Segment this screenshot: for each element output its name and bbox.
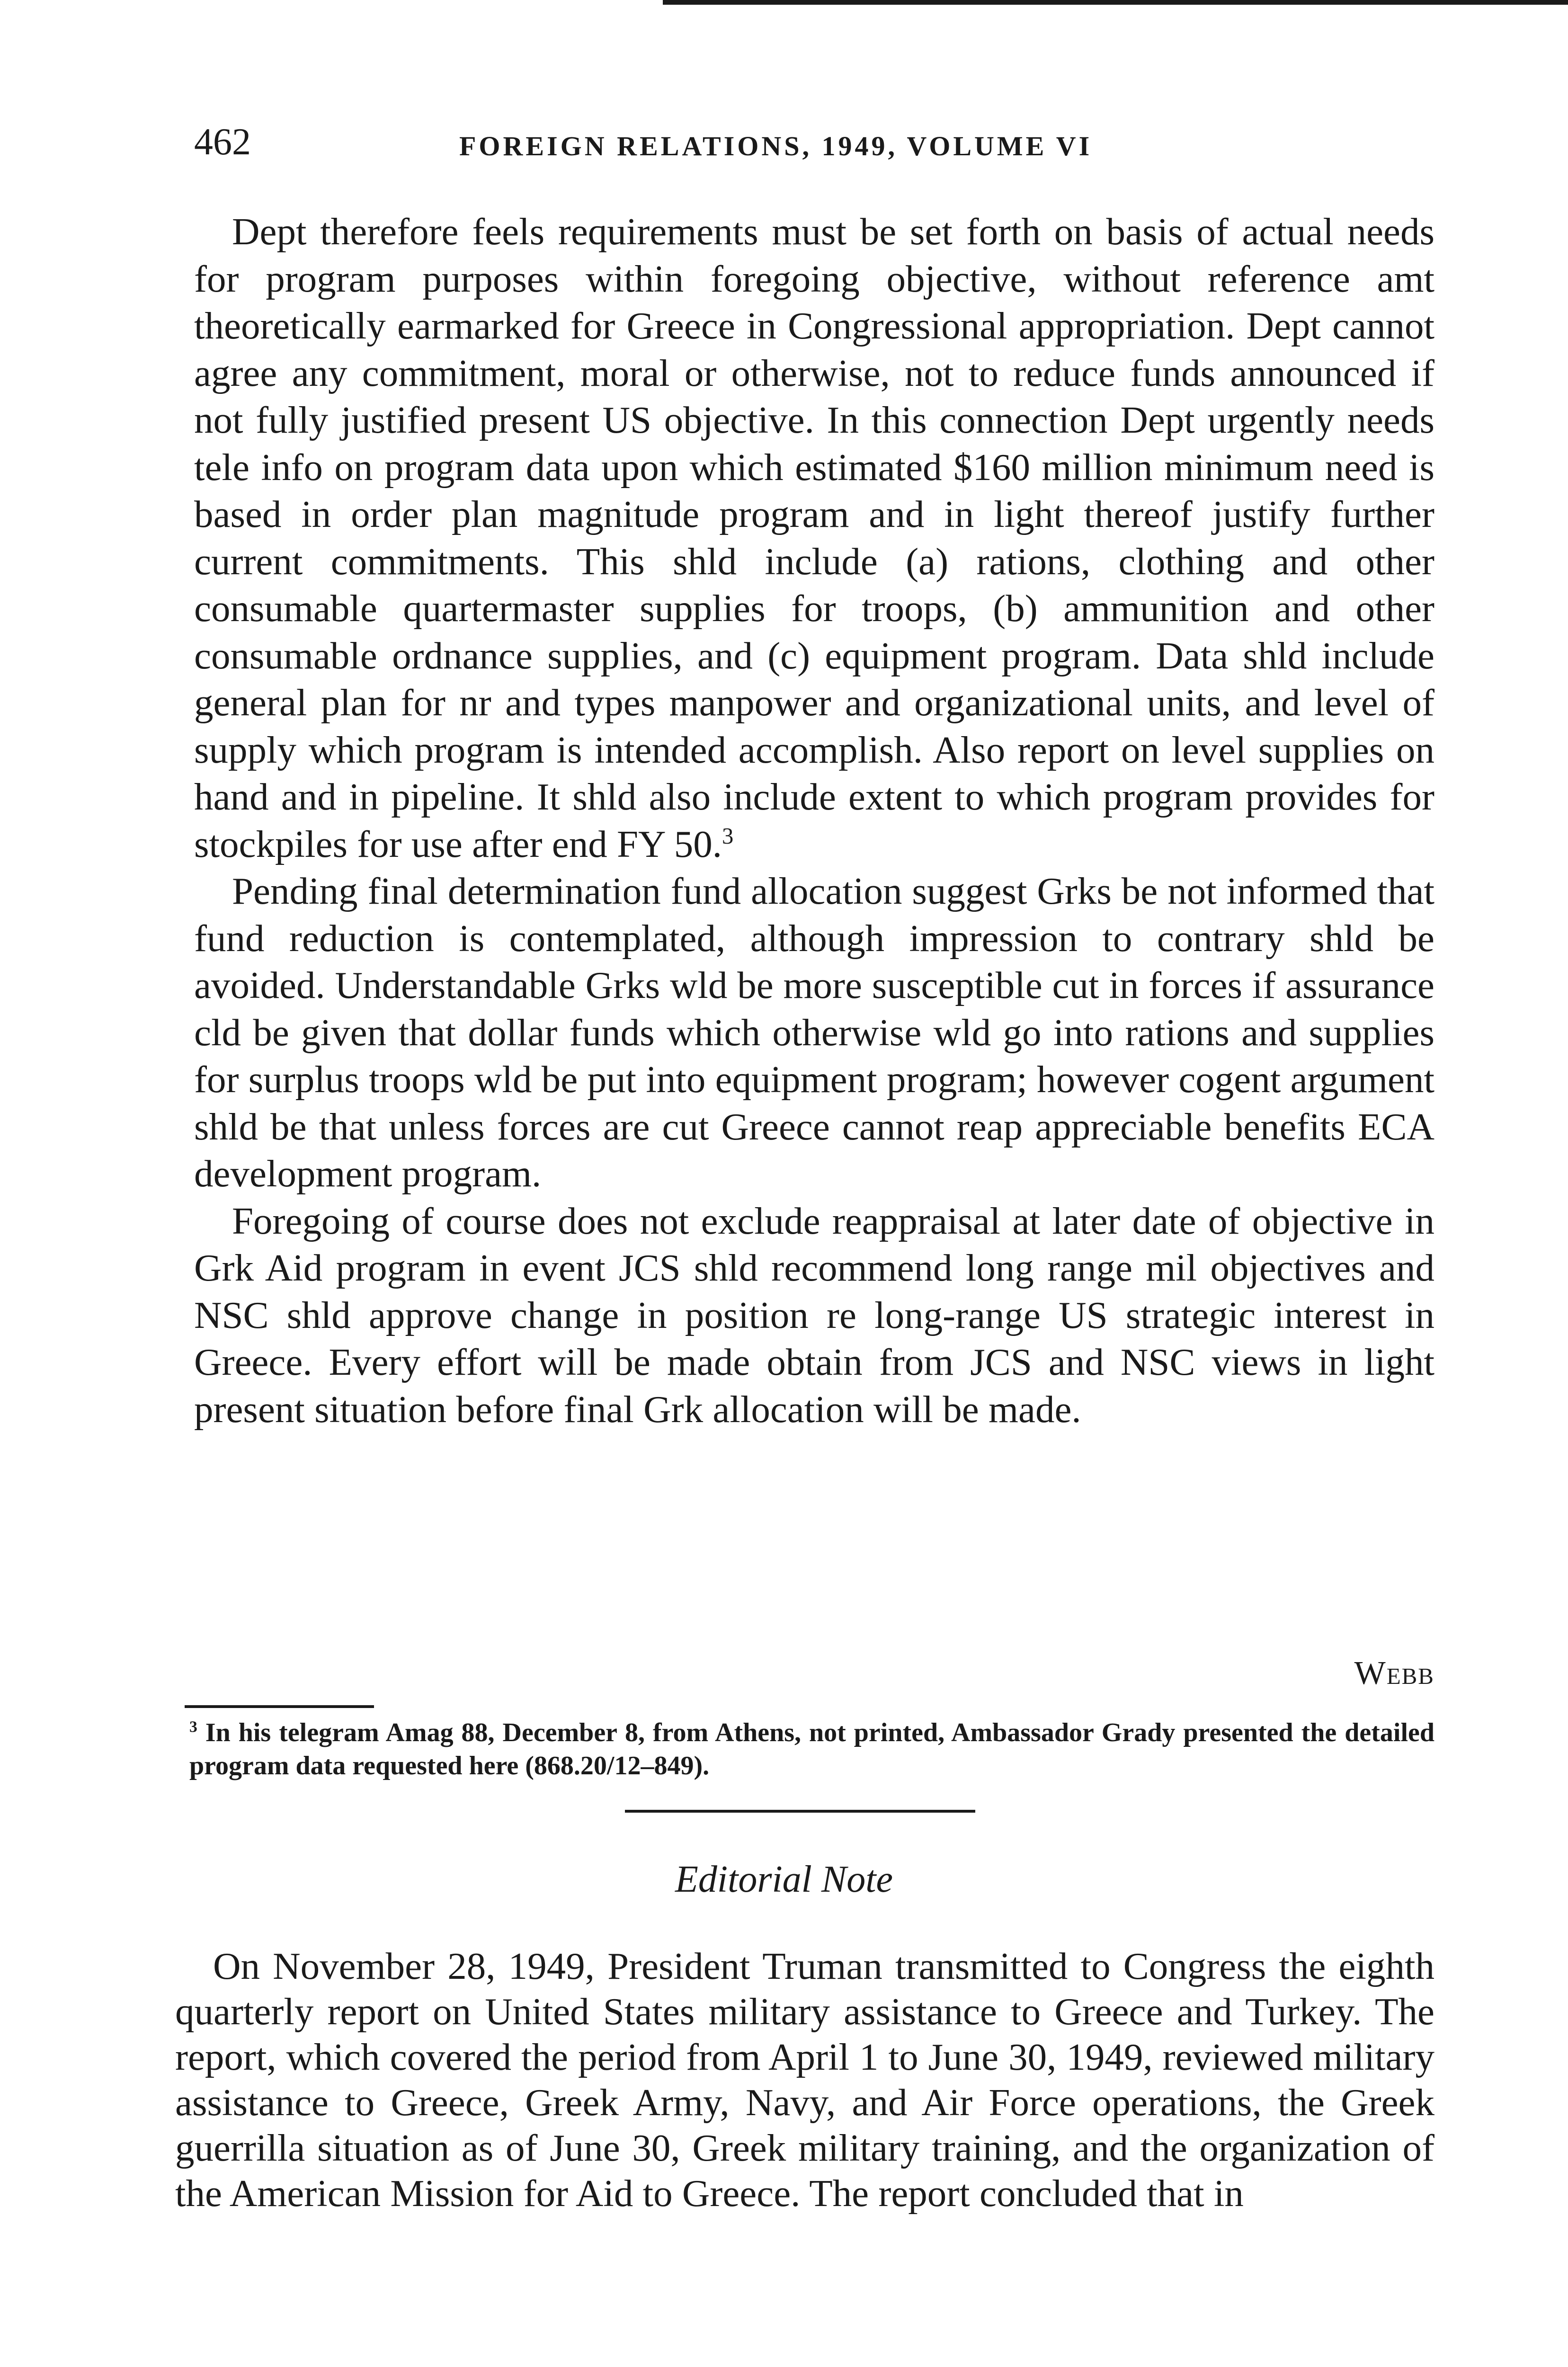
top-edge-rule — [663, 0, 1568, 5]
footnote-text: In his telegram Amag 88, December 8, from Athens, not printed, Ambassador Grady presented the detailed program data requested here (868.20/12–849). — [189, 1718, 1434, 1780]
footnote — [189, 1716, 1434, 1782]
editorial-paragraph: On November 28, 1949, President Truman transmitted to Congress the eighth quarterly report on United States military assistance to Greece and Turkey. The report, which covered the period from April 1 to June 30, 1949, reviewed military assistance to Greece, Greek Army, Navy, and Air Force operations, the Greek guerrilla situation as of June 30, Greek military training, and the organization of the American Mission for Aid to Greece. The report concluded that in — [175, 1945, 1434, 2215]
editorial-note-title: Editorial Note — [675, 1859, 893, 1900]
paragraph-text: Dept therefore feels requirements must be set forth on basis of actual needs for program purposes within foregoing objective, without reference amt theoretically earmarked for Greece in Congressional appropriation. Dept cannot agree any commitment, moral or otherwise, not to reduce funds announced if not fully justified present US objective. In this connection Dept urgently needs tele info on program data upon which estimated $160 million minimum need is based in order plan magnitude program and in light thereof justify further current commitments. This shld include (a) rations, clothing and other consumable quartermaster supplies for troops, (b) ammunition and other consumable ordnance supplies, and (c) equipment program. Data shld include general plan for nr and types manpower and organizational units, and level of supply which program is intended accomplish. Also report on level supplies on hand and in pipeline. It shld also include extent to which program provides for stockpiles for use after end FY 50. — [194, 210, 1434, 865]
footnote-marker: 3 — [189, 1718, 197, 1736]
page-header — [194, 118, 1434, 170]
body-paragraph — [194, 208, 1434, 868]
document-body — [194, 208, 1434, 1433]
editorial-note-body — [175, 1943, 1434, 2216]
body-paragraph: Foregoing of course does not exclude reappraisal at later date of objective in Grk Aid program in event JCS shld recommend long range mil objectives and NSC shld approve change in position re long-range US strategic interest in Greece. Every effort will be made obtain from JCS and NSC views in light present situation before final Grk allocation will be made. — [194, 1199, 1434, 1431]
page-number: 462 — [194, 121, 251, 163]
footnote-reference: 3 — [722, 823, 734, 849]
footnote-divider — [185, 1705, 374, 1708]
body-paragraph: Pending final determination fund allocation suggest Grks be not informed that fund reduction is contemplated, although impression to contrary shld be avoided. Understandable Grks wld be more susceptible cut in forces if assurance cld be given that dollar funds which otherwise wld go into rations and supplies for surplus troops wld be put into equipment program; however cogent argument shld be that unless forces are cut Greece cannot reap appreciable benefits ECA development program. — [194, 870, 1434, 1195]
signature: Webb — [1354, 1655, 1434, 1691]
section-divider — [625, 1810, 975, 1813]
running-head: FOREIGN RELATIONS, 1949, VOLUME VI — [459, 131, 1093, 161]
